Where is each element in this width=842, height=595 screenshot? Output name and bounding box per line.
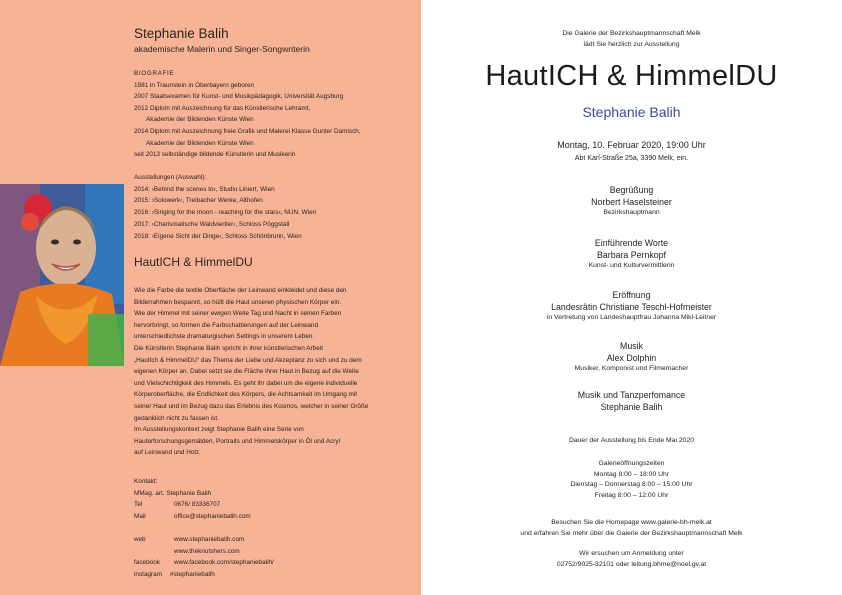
program-person: Landesrätin Christiane Teschl-Hofmeister: [551, 302, 712, 312]
description-line: Im Ausstellungskontext zeigt Stephanie Balih eine Serie von: [134, 426, 304, 434]
description-line: „HautIch & HimmelDU" das Thema der Liebe und Akzeptanz zu sich und zu dem: [134, 356, 362, 364]
hours-line: Freitag 8:00 – 12:00 Uhr: [594, 491, 669, 499]
exhibitions: [134, 172, 414, 242]
bio-line: Akademie der Bildenden Künste Wien: [146, 116, 254, 124]
opening-hours: [421, 459, 842, 501]
description-line: Bilderrahmen bespannt, so hüllt die Haut unseren physischen Körper ein.: [134, 298, 342, 306]
bio-line: seit 2013 selbständige bildende Künstlerin und Musikerin: [134, 151, 296, 159]
artist-portrait-photo: [0, 184, 124, 366]
description-line: Hauterforschungsgemälden, Portraits und Himmelskörper in Öl und Acryl: [134, 437, 341, 445]
contact-row: [134, 499, 414, 511]
program-title: Begrüßung: [609, 185, 654, 195]
contact-name: MMag. art. Stephanie Balih: [134, 489, 212, 497]
event-date: Montag, 10. Februar 2020, 19:00 Uhr: [557, 140, 706, 150]
contact-label: facebook: [134, 559, 160, 567]
description-line: Die Künstlerin Stephanie Balih spricht in ihrer künstlerischen Arbeit: [134, 344, 323, 352]
contact-spacer: [134, 522, 414, 534]
bio-heading: BIOGRAFIE: [134, 70, 175, 77]
program-role: in Vertretung von Landeshauptfrau Johanna Mikl-Leitner: [546, 314, 717, 321]
bio-line: Akademie der Bildenden Künste Wien: [146, 139, 254, 147]
bio-line: 2007 Staatsexamen für Kunst- und Musikpädagogik, Universität Augsburg: [134, 93, 344, 101]
phone-number: 0676/ 83336707: [174, 501, 221, 509]
artist-name: Stephanie Balih: [134, 26, 229, 41]
event-address: Abt Karl-Straße 25a, 3390 Melk, ein.: [574, 155, 689, 162]
contact-label: web: [134, 535, 146, 543]
description-line: und Vielschichtigkeit des Himmels. Es geht ihr dabei um die eigene individuelle: [134, 379, 358, 387]
registration-info: [421, 549, 842, 570]
exhibitions-heading: Ausstellungen (Auswahl):: [134, 174, 207, 181]
biography: [134, 68, 414, 161]
contact-row: [134, 511, 414, 523]
bio-line: 2014 Diplom mit Auszeichnung freie Grafik und Malerei Klasse Gunter Damisch,: [134, 127, 361, 135]
exhibition-item: 2018: ›Eigene Sicht der Dinge‹, Schloss Schönbrunn, Wien: [134, 232, 302, 240]
artist-subtitle: akademische Malerin und Singer-Songwriterin: [134, 44, 310, 54]
homepage-line: Besuchen Sie die Homepage www.galerie-bh-melk.at: [551, 519, 712, 526]
contact-label: [134, 546, 174, 558]
description-line: hervorbringt, so formen die Farbschattierungen auf der Leinwand: [134, 321, 319, 329]
portrait-illustration: [0, 184, 124, 366]
program-person: Stephanie Balih: [600, 402, 663, 412]
description-text: [134, 285, 404, 459]
contact-row: [134, 557, 414, 569]
description-line: eigenen Körper an. Dabei setzt sie die Fläche ihrer Haut in Bezug auf die Weite: [134, 368, 359, 376]
hours-line: Dienstag – Donnerstag 8:00 – 15:00 Uhr: [570, 481, 693, 489]
contact-heading: Kontakt:: [134, 478, 158, 485]
exhibition-item: 2014: ›Behind the scenes to‹, Studio Liniert, Wien: [134, 185, 275, 193]
facebook-link[interactable]: www.facebook.com/stephaniebalih/: [174, 559, 274, 567]
contact-block: [134, 476, 414, 580]
description-line: unterschiedlichste dramaturgischen Settings in unserem Leben.: [134, 333, 315, 341]
program-title: Musik: [620, 341, 643, 351]
contact-label: Tel: [134, 501, 143, 509]
exhibition-item: 2016: ›Singing for the moon - reaching for the stars‹, NUN, Wien: [134, 209, 317, 217]
hours-heading: Galerieöffnungszeiten: [598, 460, 665, 467]
exhibition-title: HautICH & HimmelDU: [485, 60, 778, 92]
description-line: Wie die Farbe die textile Oberfläche der Leinwand einkleidet und diese den: [134, 287, 347, 294]
program-person: Alex Dolphin: [606, 353, 657, 363]
contact-row: [134, 534, 414, 546]
homepage-line: und erfahren Sie mehr über die Galerie der Bezirkshauptmannschaft Melk: [520, 529, 743, 537]
instagram-handle: #stephaniebalih: [170, 570, 215, 578]
contact-label: Mail: [134, 512, 146, 520]
program-person: Norbert Haselsteiner: [591, 197, 672, 207]
program-title: Einführende Worte: [594, 238, 669, 248]
program-item: [421, 237, 842, 271]
description-line: Körperoberfläche, die Endlichkeit des Körpers, die Achtsamkeit im Umgang mit: [134, 391, 358, 399]
program-role: Bezirkshauptmann: [603, 209, 660, 216]
program-item: [421, 340, 842, 374]
exhibition-item: 2017: ›Charismatische Waldviertler‹, Schloss Pöggstall: [134, 220, 290, 228]
homepage-info: [421, 518, 842, 539]
website-link[interactable]: www.stephaniebalih.com: [174, 535, 245, 543]
invitation-line: lädt Sie herzlich zur Ausstellung: [583, 41, 680, 48]
program-title: Musik und Tanzperfomance: [577, 390, 686, 400]
bio-line: 1981 in Traunstein in Oberbayern geboren: [134, 81, 255, 89]
contact-row: [134, 546, 414, 558]
program-role: Musiker, Komponist und Filmemacher: [574, 365, 689, 372]
description-line: seiner Haut und im Bezug dazu das Erlebnis des Kosmos, welcher in seiner Größe: [134, 402, 369, 410]
program-role: Kunst- und Kulturvermittlerin: [588, 262, 675, 269]
invitation-intro: [421, 28, 842, 50]
bio-line: 2012 Diplom mit Auszeichnung für das Künstlerische Lehramt,: [134, 104, 311, 112]
website-link[interactable]: www.theknutshers.com: [174, 547, 240, 555]
registration-line: Wir ersuchen um Anmeldung unter: [579, 550, 684, 557]
description-line: gedanklich nicht zu fassen ist.: [134, 414, 219, 422]
right-panel: [421, 0, 842, 595]
description-line: auf Leinwand und Holz.: [134, 449, 201, 457]
invitation-line: Die Galerie der Bezirkshauptmannschaft Melk: [562, 30, 701, 37]
artist-name: Stephanie Balih: [582, 104, 681, 120]
hours-line: Montag 8:00 – 18:00 Uhr: [593, 470, 670, 478]
exhibition-duration: Dauer der Ausstellung bis Ende Mai 2020: [568, 437, 695, 444]
section-title: HautICH & HimmelDU: [134, 255, 253, 269]
program-title: Eröffnung: [612, 290, 651, 300]
description-line: Wie der Himmel mit seiner ewigen Weite Tag und Nacht in seinen Farben: [134, 310, 342, 318]
program-person: Barbara Pernkopf: [597, 250, 666, 260]
contact-row: [134, 569, 414, 581]
exhibition-item: 2015: ›Solowerk‹, Treibacher Werke, Althofen: [134, 197, 263, 205]
program-item: [421, 389, 842, 413]
contact-label: instagram: [134, 570, 163, 578]
email-link[interactable]: office@stephaniebalih.com: [174, 512, 251, 520]
registration-line: 02752/9025-32101 oder leitung.bhme@noel.gv.at: [556, 560, 707, 568]
program-item: [421, 289, 842, 323]
program-item: [421, 184, 842, 218]
